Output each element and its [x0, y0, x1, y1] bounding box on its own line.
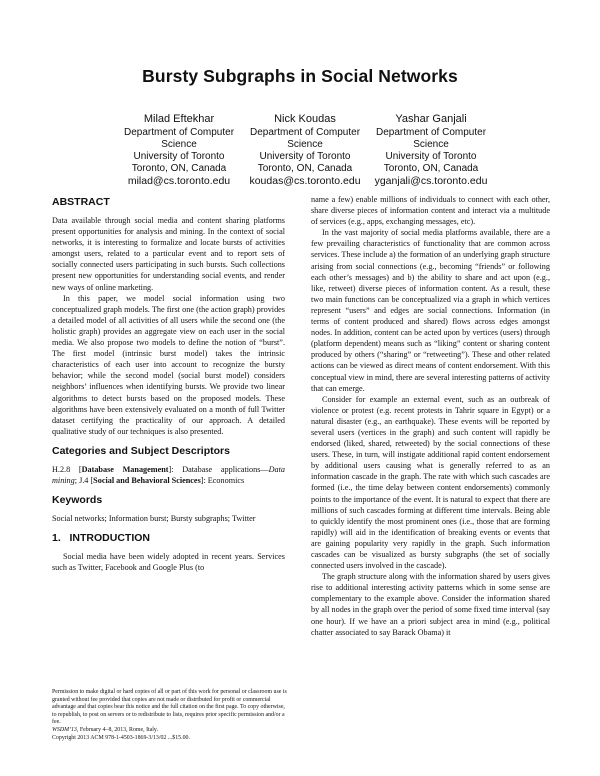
category-code: ; J.4 [: [74, 475, 94, 485]
author-email: yganjali@cs.toronto.edu: [374, 175, 488, 187]
author-3: [346, 112, 516, 188]
author-email: milad@cs.toronto.edu: [127, 175, 231, 187]
author-email: koudas@cs.toronto.edu: [249, 175, 361, 187]
introduction-heading: 1. INTRODUCTION: [52, 532, 151, 545]
category-code: H.2.8 [: [52, 464, 82, 474]
copyright-line: Copyright 2013 ACM 978-1-4503-1869-3/13/02 ...$15.00.: [52, 734, 190, 741]
author-dept: Department of Computer: [249, 127, 361, 138]
abstract-paragraph-1: Data available through social media and content sharing platforms present opportunities for analysis and mining. In the context of social networks, it is interesting to formalize and locate bursts of activities amongst users, related to a particular event and to report sets of socially connected users participating in such bursts. Such collections present new opportunities for understanding social events, and render new ways of online marketing.: [52, 216, 285, 292]
categories-text: [52, 464, 285, 486]
categories-heading: Categories and Subject Descriptors: [52, 444, 230, 457]
category-name: Database Management: [81, 464, 169, 474]
author-university: University of Toronto: [259, 151, 351, 162]
body-paragraph: In the vast majority of social media platforms available, there are a few prevailing characteristics of functionality that are common across services. These include a) the formation of an underlying graph structure arising from social connections (e.g., becoming “friends” or following each other’s messages) and b) the ability to share and act upon (e.g., like, retweet) diverse pieces of information content. As a result, these two main functions can be conceptualized via a graph in which vertices represent “users” and edges are social connections. Information (in terms of content produced and shared) flows across edges amongst nodes. In addition, content can be acted upon by vertices (users) through (platform dependent) means such as “liking” content or sharing content produced by others (“sharing” or “retweeting”). These and other related actions can be viewed as direct means of content endorsement. With this conceptual view in mind, there are several interesting patterns of activity that can emerge.: [311, 228, 550, 393]
author-dept: Department of Computer: [375, 127, 487, 138]
category-text: ]: Database applications—: [168, 464, 269, 474]
left-column: [52, 196, 285, 573]
category-subject: Data mining: [52, 464, 285, 485]
author-name: Yashar Ganjali: [395, 113, 467, 125]
author-university: University of Toronto: [133, 151, 225, 162]
author-block: [0, 112, 600, 187]
body-paragraph: Consider for example an external event, such as an outbreak of violence or protest (e.g. recent protests in Tahrir square in Egypt) or a natural disaster (e.g., an earthquake). These events will be reported by several users (vertices in the graph) and such content will rapidly be endorsed (liked, shared, retweeted) by the social connections of these users. These, in turn, will instigate additional rapid content endorsement by additional users causing what is generally referred to as an information cascade in the graph. The rate with which such cascades are formed (i.e., the time delay between content endorsements) commonly points to the importance of the event. It is natural to expect that there are millions of such cascades forming at different time intervals. Being able to quickly identify the most prominent ones (i.e., those that are forming rapidly) will aid in the identification of breaking events or events that are gaining popularity very rapidly in the graph. Such information cascades can be visualized as bursty subgraphs (the set of socially connected users involved in the cascade).: [311, 394, 550, 571]
keywords-heading: Keywords: [52, 494, 103, 507]
permission-footnote: [52, 689, 288, 742]
author-name: Nick Koudas: [274, 113, 336, 125]
author-university: University of Toronto: [385, 151, 477, 162]
author-dept-2: Science: [287, 139, 323, 150]
category-name: Social and Behavioral Sciences: [93, 475, 201, 485]
author-dept: Department of Computer: [123, 127, 235, 138]
author-name: Milad Eftekhar: [143, 113, 215, 125]
keywords-text: Social networks; Information burst; Bursty subgraphs; Twitter: [52, 514, 256, 524]
category-text: ]: Economics: [200, 475, 245, 485]
conference-line: [52, 727, 288, 735]
introduction-paragraph-1: Social media have been widely adopted in recent years. Services such as Twitter, Facebook and Google Plus (to: [52, 552, 285, 573]
paper-title: Bursty Subgraphs in Social Networks: [142, 66, 458, 86]
abstract-heading: ABSTRACT: [52, 196, 110, 208]
conference-details: February 4–8, 2013, Rome, Italy.: [78, 726, 158, 733]
abstract-paragraph-2: In this paper, we model social information using two conceptualized graph models. The first one (the action graph) provides a detailed model of all activities of all users while the second one (the holistic graph) provides an aggregate view on each user in the social media. We also propose two models to define the notion of “burst”. The first model (intrinsic burst model) takes the intrinsic characteristics of each user into account to recognize the bursty behavior; while the second model (social burst model) considers neighbors’ influences when identifying bursts. We provide two linear algorithms to detect bursts based on the proposed models. These algorithms have been extensively evaluated on a month of full Twitter dataset certifying the practicality of our approach. A detailed qualitative study of our techniques is also presented.: [52, 293, 285, 436]
author-dept-2: Science: [413, 139, 449, 150]
author-city: Toronto, ON, Canada: [131, 163, 227, 174]
author-city: Toronto, ON, Canada: [383, 163, 479, 174]
permission-text: Permission to make digital or hard copies of all or part of this work for personal or classroom use is granted without fee provided that copies are not made or distributed for profit or commercial advantage and that copies bear this notice and the full citation on the first page. To copy otherwise, to republish, to post on servers or to redistribute to lists, requires prior specific permission and/or a fee.: [52, 689, 287, 726]
author-dept-2: Science: [161, 139, 197, 150]
author-city: Toronto, ON, Canada: [257, 163, 353, 174]
conference-name: WSDM’13,: [52, 726, 79, 733]
body-paragraph: The graph structure along with the information shared by users gives rise to additional interesting activity patterns which in some sense are complementary to the example above. Consider the information shared by all nodes in the graph over the period of some fixed time interval (say one hour). If we have an a priori subject area in mind (e.g., political chatter associated to say Barack Obama) it: [311, 572, 550, 637]
right-column: [311, 194, 550, 638]
body-paragraph-continued: name a few) enable millions of individuals to connect with each other, share diverse pieces of information content and interact via a multitude of services (e.g., apps, exchanging messages, etc).: [311, 195, 550, 227]
